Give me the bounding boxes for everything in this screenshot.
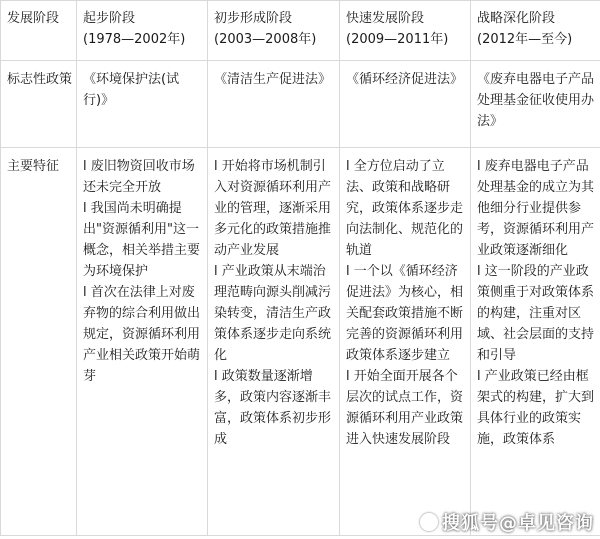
features-cell-1	[77, 148, 208, 536]
stage-period: (2012年—至今)	[477, 32, 573, 47]
header-label-cell	[1, 1, 77, 61]
table-header-row	[1, 1, 600, 61]
stage-name: 初步形成阶段	[214, 11, 293, 26]
feature-item: l 废旧物资回收市场还未完全开放	[83, 159, 195, 195]
stage-name: 战略深化阶段	[477, 11, 556, 26]
row-label: 标志性政策	[7, 72, 73, 87]
stage-period: (2003—2008年)	[214, 32, 317, 47]
landmark-cell-1	[77, 61, 208, 148]
feature-item: l 产业政策已经由框架式的构建，扩大到具体行业的政策实施，政策体系	[477, 369, 595, 447]
header-stage-2	[208, 1, 340, 61]
landmark-cell-4	[471, 61, 600, 148]
feature-item: l 我国尚未明确提出"资源循利用"这一概念，相关举措主要为环境保护	[83, 201, 201, 279]
feature-item: l 这一阶段的产业政策侧重于对政策体系的构建，注重对区域、社会层面的支持和引导	[477, 264, 595, 363]
header-stage-1	[77, 1, 208, 61]
features-cell-3	[340, 148, 471, 536]
header-stage-3	[340, 1, 471, 61]
row-label: 主要特征	[7, 159, 60, 174]
features-cell-2	[208, 148, 340, 536]
cell-text: 《环境保护法(试行)》	[83, 72, 180, 108]
feature-item: l 政策数量逐渐增多，政策内容逐渐丰富，政策体系初步形成	[214, 369, 332, 447]
features-label-cell	[1, 148, 77, 536]
feature-item: l 废弃电器电子产品处理基金的成立为其他细分行业提供参考，资源循环利用产业政策逐渐细化	[477, 159, 595, 258]
cell-text: 《清洁生产促进法》	[214, 72, 332, 87]
main-features-row	[1, 148, 600, 536]
feature-item: l 开始全面开展各个层次的试点工作，资源循环利用产业政策进入快速发展阶段	[346, 369, 464, 447]
stage-period: (2009—2011年)	[346, 32, 449, 47]
landmark-policy-row	[1, 61, 600, 148]
stage-name: 起步阶段	[83, 11, 136, 26]
stage-name: 快速发展阶段	[346, 11, 425, 26]
landmark-cell-2	[208, 61, 340, 148]
features-cell-4	[471, 148, 600, 536]
feature-item: l 首次在法律上对废弃物的综合利用做出规定，资源循环利用产业相关政策开始萌芽	[83, 285, 201, 384]
sohu-logo-icon	[420, 513, 438, 531]
cell-text: 《循环经济促进法》	[346, 72, 464, 87]
watermark	[420, 509, 594, 535]
stage-period: (1978—2002年)	[83, 32, 186, 47]
feature-item: l 一个以《循环经济促进法》为核心，相关配套政策措施不断完善的资源循环利用政策体系逐步建立	[346, 264, 464, 363]
landmark-cell-3	[340, 61, 471, 148]
watermark-text: 搜狐号@卓见咨询	[442, 513, 594, 534]
feature-item: l 开始将市场机制引入对资源循环利用产业的管理，逐渐采用多元化的政策措施推动产业发展	[214, 159, 332, 258]
feature-item: l 产业政策从末端治理范畴向源头削减污染转变，清洁生产政策体系逐步走向系统化	[214, 264, 332, 363]
feature-item: l 全方位启动了立法、政策和战略研究，政策体系逐步走向法制化、规范化的轨道	[346, 159, 464, 258]
header-stage-4	[471, 1, 600, 61]
header-label: 发展阶段	[7, 11, 60, 26]
cell-text: 《废弃电器电子产品处理基金征收使用办法》	[477, 72, 595, 129]
landmark-label-cell	[1, 61, 77, 148]
